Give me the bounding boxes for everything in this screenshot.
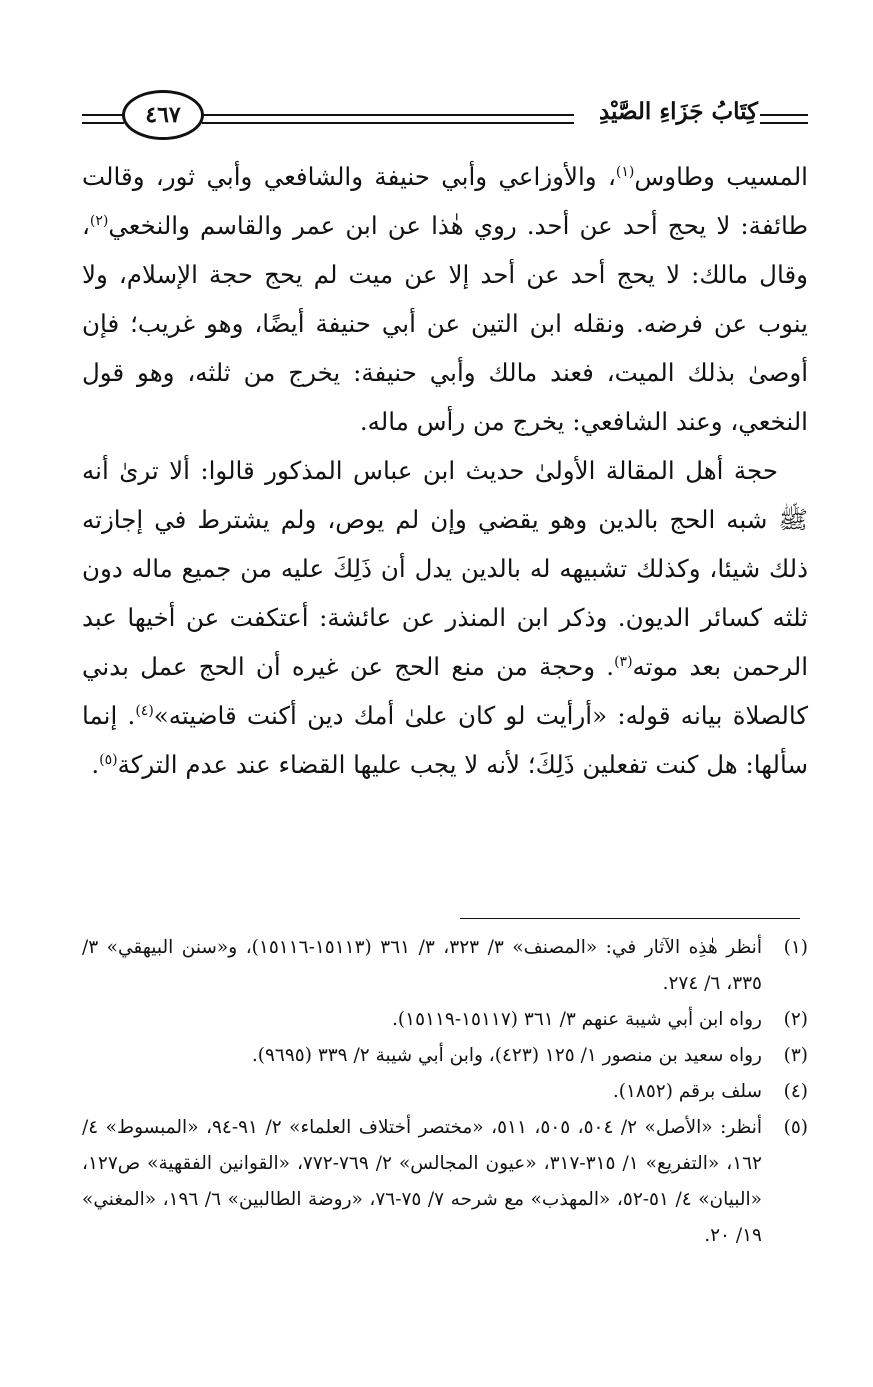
footnote-number: (١) [783,937,808,958]
paragraph-1 [82,152,808,446]
chapter-title: كِتَابُ جَزَاءِ الصَّيْدِ [598,98,758,125]
footnote-ref-1: (١) [615,163,635,180]
footnote-5 [82,1110,808,1254]
footnote-number: (٣) [783,1045,808,1066]
footnote-text: أنظر: «الأصل» ٢/ ٥٠٤، ٥٠٥، ٥١١، «مختصر أختلاف العلماء» ٢/ ٩١-٩٤، «المبسوط» ٤/ ١٦٢، «التفريع» ١/ ٣١٥-٣١٧، «عيون المجالس» ٢/ ٧٦٩-٧٧٢، «القوانين الفقهية» ص١٢٧، «البيان» ٤/ ٥١-٥٢، «المهذب» مع شرحه ٧/ ٧٥-٧٦، «روضة الطالبين» ٦/ ١٩٦، «المغني» ١٩/ ٢٠. [82,1117,762,1246]
footnote-2 [82,1002,808,1038]
footnote-text: رواه سعيد بن منصور ١/ ١٢٥ (٤٢٣)، وابن أبي شيبة ٢/ ٣٣٩ (٩٦٩٥). [251,1045,762,1066]
footnote-ref-2: (٢) [89,212,109,229]
footnote-3 [82,1038,808,1074]
paragraph-2 [82,446,808,789]
header-rule-middle-bottom [202,122,574,124]
main-text [82,152,808,789]
footnotes [82,930,808,1254]
footnote-ref-4: (٤) [135,702,154,719]
header-rule-middle-top [202,114,574,116]
page-header [82,88,808,148]
footnote-4 [82,1074,808,1110]
header-rule-left-top [82,114,124,116]
page-number: ٤٦٧ [145,102,181,128]
footnote-text: سلف برقم (١٨٥٢). [612,1081,762,1102]
footnote-number: (٥) [783,1117,808,1138]
footnote-1 [82,930,808,1002]
footnote-ref-5: (٥) [99,751,118,768]
footnote-separator [460,918,800,919]
paragraph-2-text-4: . [91,750,100,779]
footnote-number: (٤) [783,1081,808,1102]
footnote-ref-3: (٣) [614,653,633,670]
paragraph-1-text-3: ، وقال مالك: لا يحج أحد عن أحد إلا عن ميت لم يحج حجة الإسلام، ولا ينوب عن فرضه. ونقله ابن التين عن أبي حنيفة أيضًا، وهو غريب؛ فإن أوصىٰ بذلك الميت، فعند مالك وأبي حنيفة: يخرج من ثلثه، وهو قول النخعي، وعند الشافعي: يخرج من رأس ماله. [82,211,808,436]
header-rule-right-top [760,114,808,116]
header-rule-left-bottom [82,122,124,124]
paragraph-2-text-3: . إنما سألها: هل كنت تفعلين ذَلِكَ؛ لأنه لا يجب عليها القضاء عند عدم التركة [82,701,808,779]
paragraph-2-text-1: حجة أهل المقالة الأولىٰ حديث ابن عباس المذكور قالوا: ألا ترىٰ أنه ﷺ شبه الحج بالدين وهو يقضي وإن لم يوص، ولم يشترط في إجازته ذلك شيئا، وكذلك تشبيهه له بالدين يدل أن ذَلِكَ عليه من جميع ماله دون ثلثه كسائر الديون. وذكر ابن المنذر عن عائشة: أعتكفت عن أخيها عبد الرحمن بعد موته [82,456,808,681]
page-number-oval [122,90,204,140]
paragraph-1-text-1: المسيب وطاوس [634,162,808,191]
footnote-number: (٢) [783,1009,808,1030]
footnote-text: أنظر هٰذِه الآثار في: «المصنف» ٣/ ٣٢٣، ٣/ ٣٦١ (١٥١١٣-١٥١١٦)، و«سنن البيهقي» ٣/ ٣٣٥، ٦/ ٢٧٤. [82,937,762,994]
footnote-text: رواه ابن أبي شيبة عنهم ٣/ ٣٦١ (١٥١١٧-١٥١١٩). [392,1009,762,1030]
header-rule-right-bottom [760,122,808,124]
paragraph-2-text-2: . وحجة من منع الحج عن غيره أن الحج عمل بدني كالصلاة بيانه قوله: «أرأيت لو كان علىٰ أمك دين أكنت قاضيته» [82,652,808,730]
paragraph-1-text-2: ، والأوزاعي وأبي حنيفة والشافعي وأبي ثور، وقالت طائفة: لا يحج أحد عن أحد. روي هٰذا عن ابن عمر والقاسم والنخعي [82,162,808,240]
